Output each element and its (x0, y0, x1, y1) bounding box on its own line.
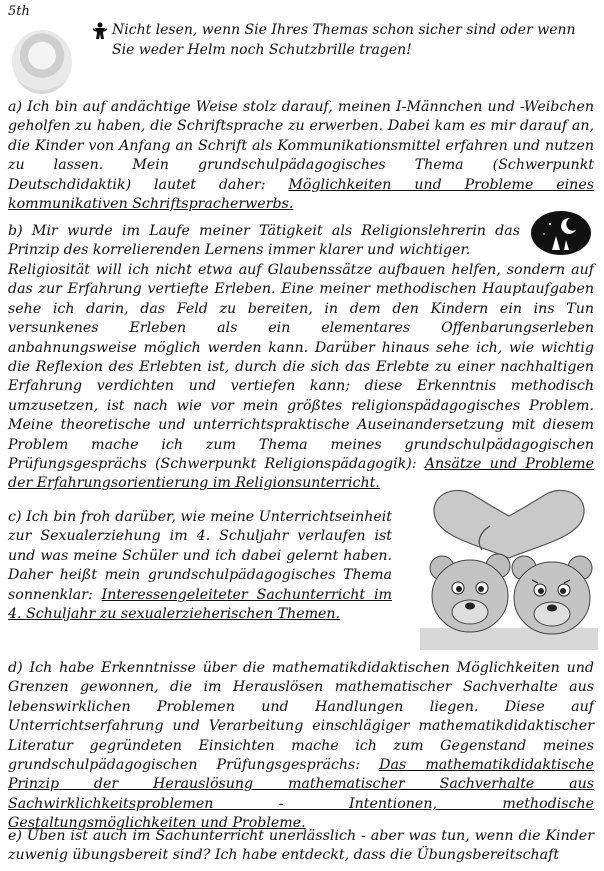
section-b-text: Religiosität will ich nicht etwa auf Glaubenssätze aufbauen helfen, sondern auf das zur Erfahrung vertiefte Erleben. Eine meiner methodischen Hauptaufgaben sehe ich darin, das Feld zu bereiten, in dem den Kindern ein ins Tun versunkenes Erleben als ein elementares Offenbarungserleben anbahnungsweise möglich werden kann. Darüber hinaus sehe ich, wie wichtig die Reflexion des Erlebten ist, durch die sich das Erlebte zu einer nachhaltigen Erfahrung verdichten und vertiefen kann; diese Erkenntnis methodisch umzusetzen, ist nach wie vor mein größtes religionspädagogisches Problem. Meine theoretische und unterrichtspraktische Auseinandersetzung mit diesem Problem mache ich zum Thema meines grundschulpädagogischen Prüfungsgesprächs (Schwerpunkt Religionspädagogik): (8, 262, 594, 473)
section-b-intro: b) Mir wurde im Laufe meiner Tätigkeit als Religionslehrerin das Prinzip des korrelierenden Lernens immer klarer und wichtiger. (8, 223, 520, 259)
section-c (8, 508, 392, 624)
section-c-topic: Interessengeleiteter Sachunterricht im 4. Schuljahr zu sexualerzieherischen Themen. (8, 586, 392, 623)
night-figure-icon (530, 210, 592, 256)
section-c-text: c) Ich bin froh darüber, wie meine Unterrichtseinheit zur Sexualerziehung im 4. Schuljahr verlaufen ist und was meine Schüler und ich dabei gelernt haben. Daher heißt mein grundschulpädagogisches Thema sonnenklar: (8, 509, 392, 603)
section-a (8, 98, 594, 214)
section-a-text: a) Ich bin auf andächtige Weise stolz darauf, meinen I-Männchen und -Weibchen geholfen zu haben, die Schriftsprache zu erwerben. Dabei kam es mir darauf an, die Kinder von Anfang an Schrift als Kommunikationsmittel erfahren und nutzen zu lassen. Mein grundschulpädagogisches Thema (Schwerpunkt Deutschdidaktik) lautet daher: (8, 99, 594, 193)
section-d-text: d) Ich habe Erkenntnisse über die mathematikdidaktischen Möglichkeiten und Grenzen gewonnen, die im Herauslösen mathematischer Sachverhalte aus lebenswirklichen Problemen und Handlungen liegen. Diese auf Unterrichtserfahrung und Verarbeitung einschlägiger mathematikdidaktischer Literatur gegründeten Einsichten mache ich zum Gegenstand meines grundschulpädagogischen Prüfungsgesprächs: (8, 660, 594, 774)
bears-heart-illustration (420, 488, 598, 650)
section-d-topic: Das mathematikdidaktische Prinzip der Herauslösung mathematischer Sachverhalte aus Sachwirklichkeitsproblemen - Intentionen, methodische Gestaltungsmöglichkeiten und Probleme. (8, 757, 594, 832)
portrait-image (12, 30, 72, 94)
section-a-topic: Möglichkeiten und Probleme eines kommunikativen Schriftspracherwerbs. (8, 176, 594, 213)
section-b-topic: Ansätze und Probleme der Erfahrungsorientierung im Religionsunterricht. (8, 456, 594, 492)
section-d (8, 659, 594, 834)
page-number: 5th (8, 4, 30, 19)
intro-note: Nicht lesen, wenn Sie Ihres Themas schon sicher sind oder wenn Sie weder Helm noch Schutzbrille tragen! (112, 22, 576, 58)
section-e: e) Üben ist auch im Sachunterricht unerlässlich - aber was tun, wenn die Kinder zuwenig übungsbereit sind? Ich habe entdeckt, dass die Übungsbereitschaft (8, 828, 594, 864)
warning-figure-icon (92, 22, 108, 40)
section-b (8, 261, 594, 494)
